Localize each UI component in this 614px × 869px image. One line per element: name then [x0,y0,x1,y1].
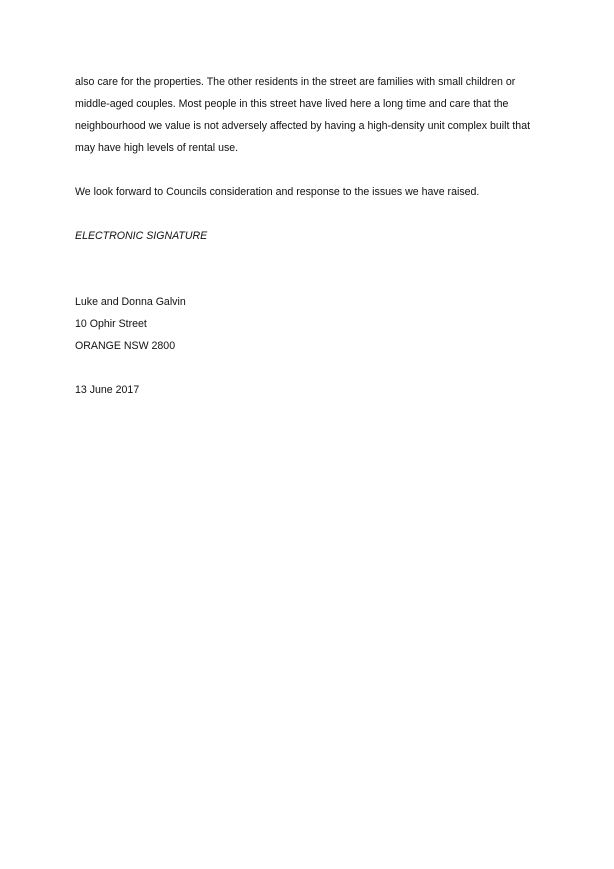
sender-name: Luke and Donna Galvin [75,296,186,308]
closing-statement: We look forward to Councils consideration and response to the issues we have raised. [75,186,480,198]
sender-city: ORANGE NSW 2800 [75,340,176,352]
paragraph-line: middle-aged couples. Most people in this street have lived here a long time and care that the [75,98,509,110]
closing-paragraph [75,71,545,159]
paragraph-line: may have high levels of rental use. [75,142,239,154]
sender-street: 10 Ophir Street [75,318,147,330]
electronic-signature: ELECTRONIC SIGNATURE [75,230,208,242]
spacer [75,159,545,181]
spacer [75,203,545,225]
spacer [75,247,545,269]
spacer [75,357,545,379]
paragraph-line: also care for the properties. The other residents in the street are families with small children or [75,76,516,88]
paragraph-line: neighbourhood we value is not adversely affected by having a high-density unit complex built that [75,120,531,132]
letter-body [75,71,545,401]
letter-date: 13 June 2017 [75,384,140,396]
spacer [75,269,545,291]
